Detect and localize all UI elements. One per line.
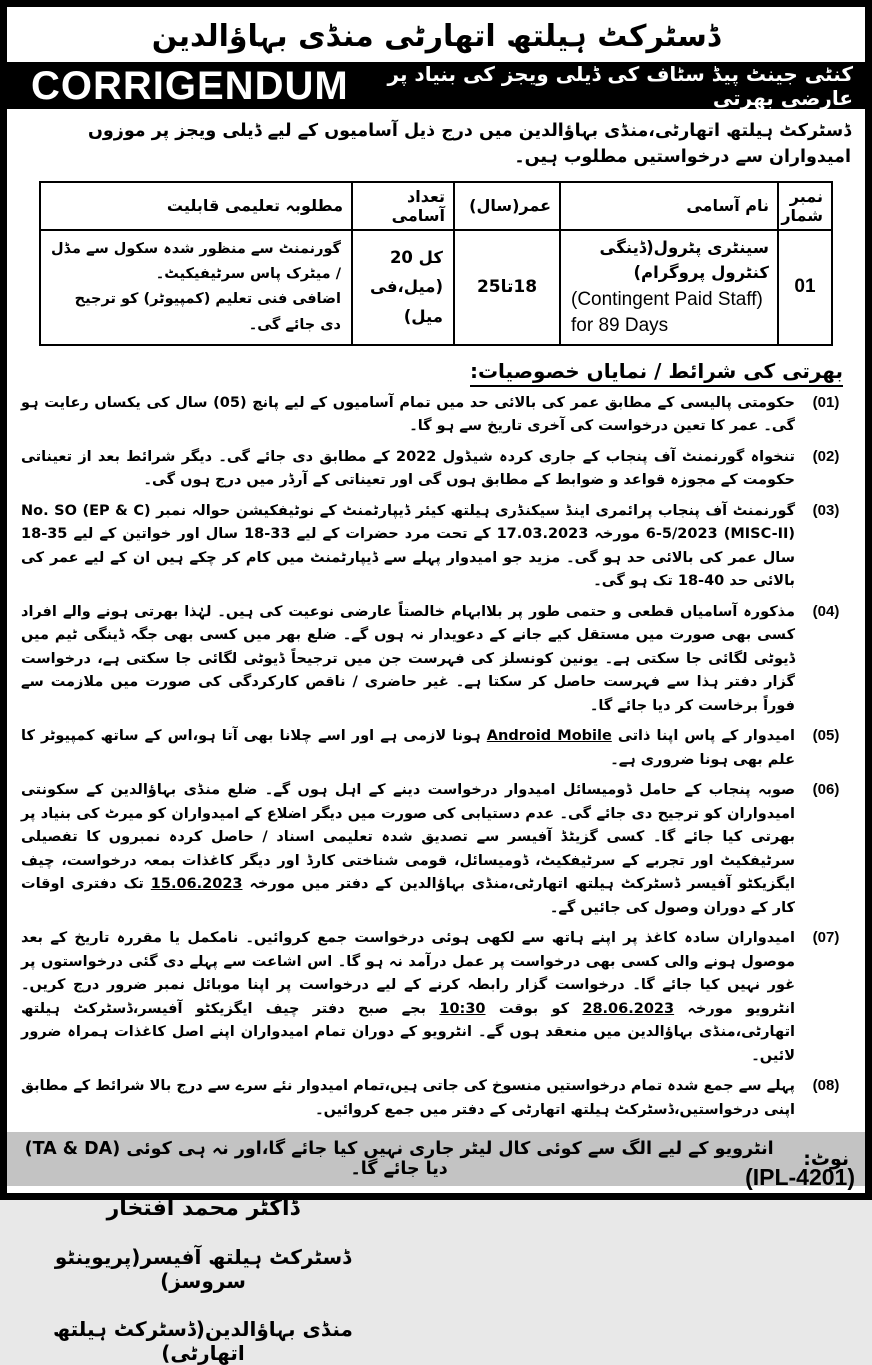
note-label: نوٹ:	[803, 1148, 849, 1171]
item-text	[21, 601, 795, 718]
condition-item-02	[21, 446, 857, 493]
item-number: (01)	[812, 394, 840, 411]
signatory-organization: منڈی بہاؤالدین(ڈسٹرکٹ ہیلتھ اتھارٹی)	[53, 1317, 353, 1365]
cell-count	[352, 230, 454, 346]
item-number: (08)	[812, 1077, 840, 1095]
item-number: (05)	[812, 727, 840, 745]
item-text-segment: گورنمنٹ آف پنجاب پرائمری اینڈ سیکنڈری ہیلتھ کیئر ڈیپارٹمنٹ کے نوٹیفکیشن حوالہ نمبر ‎No. SO (EP & C) 6-5/2023 (MISC-II)‎ مورخہ 17.03.2023 کے تحت مرد حضرات کے لیے 33-18 سال اور خواتین کے لیے 35-18 سال عمر کی بالائی حد ہو گی۔ مزید جو امیدوار پہلے سے ڈیپارٹمنٹ میں کام کر چکے ہیں ان کے لیے عمر کی بالائی حد 40-18 تک ہو گی۔	[21, 502, 796, 590]
item-text	[21, 392, 795, 439]
signatory-name: ڈاکٹر محمد افتخار	[106, 1196, 300, 1222]
item-text-segment: تنخواہ گورنمنٹ آف پنجاب کے جاری کردہ شیڈول 2022 کے مطابق دی جائے گی۔ دیگر شرائط بعد از تعیناتی حکومت کے مجوزہ قواعد و ضوابط کے مطابق ہوں گی اور تعیناتی کے آرڈر میں درج ہوں گی۔	[21, 448, 795, 489]
conditions-list	[7, 388, 865, 1129]
header-serial: نمبر شمار	[778, 182, 832, 230]
corrigendum-label: CORRIGENDUM	[31, 63, 349, 108]
item-text	[21, 446, 795, 493]
item-text-segment: کو بوقت	[485, 1000, 583, 1017]
item-text-segment: بجے صبح دفتر چیف ایگزیکٹو آفیسر،ڈسٹرکٹ ہیلتھ اتھارٹی،منڈی بہاؤالدین میں منعقد ہوں گے۔ انٹرویو کے دوران تمام امیدواران اپنے اصل کاغذات ہمراہ ضرور لائیں۔	[21, 1000, 795, 1064]
note-ta-da: ‎(TA & DA)‎	[24, 1139, 121, 1160]
cell-qualification	[40, 230, 352, 346]
item-number: (06)	[812, 781, 840, 799]
note-text-before: انٹرویو کے لیے الگ سے کوئی کال لیٹر جاری نہیں کیا جائے گا،اور نہ ہی کوئی	[120, 1139, 774, 1160]
item-text	[21, 779, 795, 920]
item-number: (07)	[812, 929, 840, 947]
qualification-line2: اضافی فنی تعلیم (کمپیوٹر) کو ترجیح دی جائے گی۔	[74, 291, 341, 333]
conditions-heading	[7, 350, 865, 388]
signature-block	[23, 1196, 383, 1365]
banner-subtitle: کنٹی جینٹ پیڈ سٹاف کی ڈیلی ویجز کی بنیاد پر عارضی بھرتی	[387, 61, 853, 110]
item-text	[21, 927, 795, 1068]
count-total: کل 20	[389, 247, 443, 267]
condition-item-04	[21, 601, 857, 718]
item-number: (03)	[812, 501, 840, 519]
cell-serial: 01	[778, 230, 832, 346]
item-text-segment: امیدواران سادہ کاغذ پر اپنے ہاتھ سے لکھی ہوئی درخواست جمع کروائیں۔ نامکمل یا مقررہ تاریخ کے بعد موصول ہونے والی کسی بھی درخواست پر عمل درآمد نہ ہو گا۔ اس اشاعت سے پہلے دی گئی درخواستوں پر غور نہیں کیا جائے گا۔ درخواست گزار رابطہ کرنے کے لیے درخواست پر اپنا موبائل نمبر ضرور درج کریں۔ انٹرویو مورخہ	[21, 930, 795, 1017]
item-text-segment: ہونا لازمی ہے اور اسے چلانا بھی آتا ہو،اس کے ساتھ کمپیوٹر کا علم بھی ہونا ضروری ہے۔	[21, 728, 795, 768]
count-gender: (میل،فی میل)	[370, 277, 443, 327]
item-text	[21, 725, 795, 772]
item-number: (04)	[812, 602, 840, 620]
note-text	[23, 1139, 775, 1179]
intro-paragraph: ڈسٹرکٹ ہیلتھ اتھارٹی،منڈی بہاؤالدین میں درج ذیل آسامیوں کے لیے ڈیلی ویجز پر موزوں امیدواران سے درخواستیں مطلوب ہیں۔	[87, 121, 851, 168]
cell-age: 18تا25	[454, 230, 560, 346]
header-post-name: نام آسامی	[560, 182, 778, 230]
item-text-segment: صوبہ پنجاب کے حامل ڈومیسائل امیدوار درخواست دینے کے اہل ہوں گے۔ ضلع منڈی بہاؤالدین کے سکونتی امیدواران کو ترجیح دی جائے گی۔ عدم دستیابی کی صورت میں دیگر اضلاع کے امیدواران کو میرٹ کی بنیاد پر بھرتی کیا جائے گا۔ کسی گزیٹڈ آفیسر سے تصدیق شدہ تعلیمی اسناد / حاصل کردہ نمبروں کا تفصیلی سرٹیفکیٹ اور تجربے کے سرٹیفکیٹ، ڈومیسائل، قومی شناختی کارڈ اور دیگر کاغذات بمعہ درخواست، چیف ایگزیکٹو آفیسر ڈسٹرکٹ ہیلتھ اتھارٹی،منڈی بہاؤالدین کے دفتر میں مورخہ	[21, 782, 795, 893]
table-header-row	[40, 182, 832, 230]
condition-item-01	[21, 392, 857, 439]
item-highlight: 10:30	[439, 1000, 486, 1017]
header-qualification: مطلوبہ تعلیمی قابلیت	[40, 182, 352, 230]
corrigendum-banner	[7, 62, 865, 109]
masthead-title: ڈسٹرکٹ ہیلتھ اتھارٹی منڈی بہاؤالدین	[151, 19, 721, 54]
table-row	[40, 230, 832, 346]
item-highlight: 28.06.2023	[582, 1000, 675, 1017]
conditions-heading-text: بھرتی کی شرائط / نمایاں خصوصیات:	[470, 359, 843, 387]
signatory-title: ڈسٹرکٹ ہیلتھ آفیسر(پریوینٹو سروسز)	[54, 1245, 352, 1294]
ipl-number: (IPL-4201)	[745, 1164, 855, 1190]
header-age: عمر(سال)	[454, 182, 560, 230]
cell-post-name	[560, 230, 778, 346]
header-count: تعداد آسامی	[352, 182, 454, 230]
item-text-segment: پہلے سے جمع شدہ تمام درخواستیں منسوخ کی جاتی ہیں،تمام امیدوار نئے سرے سے درج بالا شرائط کے مطابق اپنی درخواستیں،ڈسٹرکٹ ہیلتھ اتھارٹی کے دفتر میں جمع کروائیں۔	[21, 1078, 795, 1118]
qualification-line1: گورنمنٹ سے منظور شدہ سکول سے مڈل / میٹرک پاس سرٹیفیکیٹ۔	[51, 240, 341, 282]
vacancy-table	[39, 181, 833, 347]
masthead	[7, 7, 865, 62]
item-highlight: 15.06.2023	[150, 876, 243, 893]
post-name-english-line2: for 89 Days	[571, 315, 669, 336]
item-number: (02)	[812, 447, 840, 465]
post-name-english	[569, 285, 769, 338]
note-bar	[7, 1132, 865, 1186]
condition-item-05	[21, 725, 857, 772]
condition-item-07	[21, 927, 857, 1068]
item-text-segment: حکومتی پالیسی کے مطابق عمر کی بالائی حد میں تمام آسامیوں کے لیے پانچ ‎(05)‎ سال کی یکساں رعایت ہو گی۔ عمر کا تعین درخواست کی آخری تاریخ سے ہو گا۔	[21, 395, 795, 435]
condition-item-06	[21, 779, 857, 920]
item-text	[21, 500, 795, 594]
item-text-segment: امیدوار کے پاس اپنا ذاتی	[611, 728, 795, 745]
item-text-segment: مذکورہ آسامیاں قطعی و حتمی طور پر بلاابہام خالصتاً عارضی نوعیت کی ہیں۔ لہٰذا بھرتی ہونے والے افراد کسی بھی صورت میں مستقل کیے جانے کے دعویدار نہ ہوں گے۔ ضلع بھر میں کسی بھی جگہ ڈینگی ٹیم میں ڈیوٹی لگائی جا سکتی ہے۔ یونین کونسلز کی فہرست جن میں ترجیحاً ڈیوٹی لگائی جا سکتی ہے، درخواست گزار دفتر ہذا سے فہرست حاصل کر سکتا ہے۔ غیر حاضری / ناقص کارکردگی کی صورت میں ملازمت سے فوراً برخاست کر دیا جائے گا۔	[21, 603, 795, 714]
condition-item-03	[21, 500, 857, 594]
note-text-after: دیا جائے گا۔	[350, 1159, 448, 1180]
post-name-urdu: سینٹری پٹرول(ڈینگی کنٹرول پروگرام)	[599, 237, 769, 282]
condition-item-08	[21, 1075, 857, 1122]
item-text-segment: تک دفتری اوقات کار کے دوران وصول کی جائیں گے۔	[21, 876, 795, 916]
post-name-english-line1: (Contingent Paid Staff)	[571, 289, 763, 311]
item-text	[21, 1075, 795, 1122]
item-highlight: Android Mobile	[486, 728, 612, 745]
